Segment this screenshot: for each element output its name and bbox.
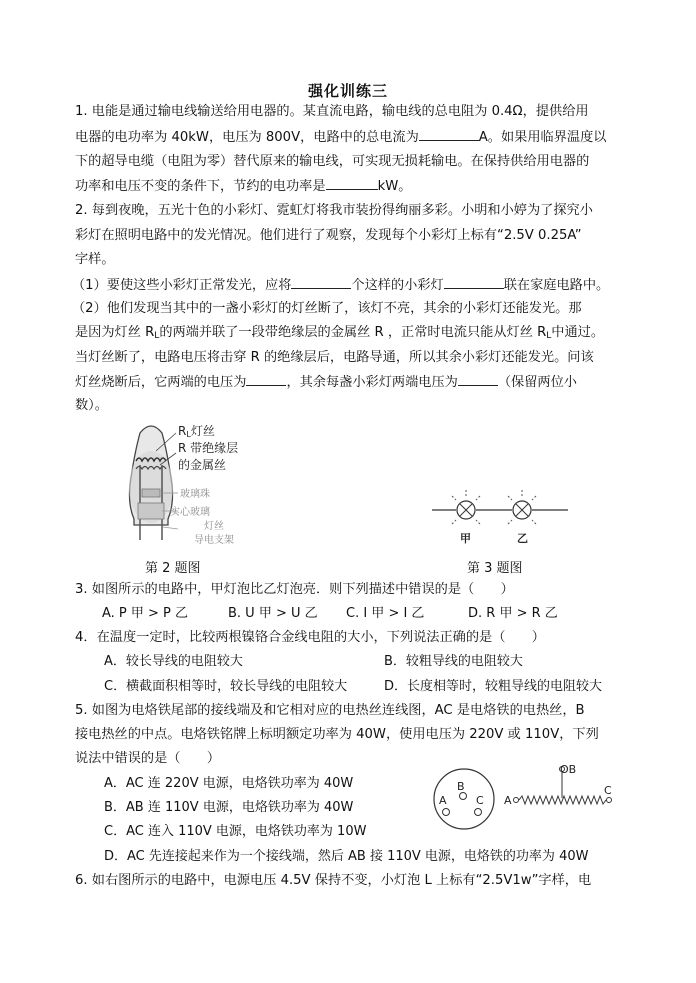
q1-line-4 bbox=[75, 175, 411, 198]
fig2-label-glass-bead: 玻璃珠 bbox=[180, 489, 210, 500]
fig2-label-insulated: R 带绝缘层 bbox=[178, 441, 239, 455]
subscript-l: L bbox=[154, 331, 160, 341]
q4-option-b[interactable]: B．较粗导线的电阻较大 bbox=[384, 654, 523, 669]
q2-line-2: 彩灯在照明电路中的发光情况。他们进行了观察，发现每个小彩灯上标有“2.5V 0.25A” bbox=[75, 228, 582, 243]
q4-option-d[interactable]: D．长度相等时，较粗导线的电阻较大 bbox=[384, 679, 603, 694]
fig2-lamp-diagram bbox=[110, 415, 270, 555]
q2-part-2-text-a: 是因为灯丝 R bbox=[75, 325, 155, 340]
fig2-label-support: 导电支架 bbox=[194, 535, 234, 546]
fig3-label-yi: 乙 bbox=[517, 532, 528, 545]
lamp-jia bbox=[452, 490, 480, 524]
subscript-l: L bbox=[546, 331, 552, 341]
q2-answer-blank-count[interactable] bbox=[291, 274, 351, 289]
q2-part-2-text-e: ，其余每盏小彩灯两端电压为 bbox=[286, 375, 458, 390]
q5-option-b[interactable]: B．AB 连 110V 电源，电烙铁功率为 40W bbox=[104, 800, 354, 815]
q2-part-2-text-b: 的两端并联了一段带绝缘层的金属丝 R ，正常时电流只能从灯丝 R bbox=[159, 325, 547, 340]
fig2-label-filament: RL灯丝 bbox=[178, 424, 215, 439]
q1-line-4-tail: kW。 bbox=[377, 179, 412, 194]
fig5-terminal-diagram bbox=[430, 764, 500, 834]
terminal-a-label: A bbox=[439, 794, 447, 807]
q2-answer-blank-connection[interactable] bbox=[444, 274, 504, 289]
fig3-label-jia: 甲 bbox=[460, 532, 471, 545]
q1-line-2-text: 电器的电功率为 40kW，电压为 800V，电路中的总电流为 bbox=[75, 130, 419, 145]
q2-line-3: 字样。 bbox=[75, 252, 115, 267]
q3-option-d[interactable]: D. R 甲 > R 乙 bbox=[468, 606, 558, 621]
q2-part-1-tail: 联在家庭电路中。 bbox=[503, 278, 610, 293]
q3-option-c[interactable]: C. I 甲 > I 乙 bbox=[346, 606, 425, 621]
fig3-caption: 第 3 题图 bbox=[467, 561, 523, 576]
terminal-b-label: B bbox=[457, 780, 465, 793]
lamp-yi bbox=[508, 490, 536, 524]
q3-option-a[interactable]: A. P 甲 > P 乙 bbox=[102, 606, 189, 621]
q2-part-2-text-c: 中通过。 bbox=[551, 325, 605, 340]
q5-option-a[interactable]: A．AC 连 220V 电源，电烙铁功率为 40W bbox=[104, 776, 354, 791]
solid-glass bbox=[138, 503, 164, 519]
q3-stem: 3. 如图所示的电路中，甲灯泡比乙灯泡亮．则下列描述中错误的是（ ） bbox=[75, 582, 514, 597]
q1-line-1: 1. 电能是通过输电线输送给用电器的。某直流电路，输电线的总电阻为 0.4Ω，提供给用 bbox=[75, 104, 589, 119]
q2-part-2-line-3: 当灯丝断了，电路电压将击穿 R 的绝缘层后，电路导通，所以其余小彩灯还能发光。问该 bbox=[75, 350, 594, 365]
q6-line-1: 6. 如右图所示的电路中，电源电压 4.5V 保持不变，小灯泡 L 上标有“2.5V1w”字样，电 bbox=[75, 873, 592, 888]
fig2-label-metal-wire: 的金属丝 bbox=[178, 458, 227, 472]
q5-line-2: 接电热丝的中点。电烙铁铭牌上标明额定功率为 40W，使用电压为 220V 或 110V，下列 bbox=[75, 727, 599, 742]
page-title: 强化训练三 bbox=[307, 82, 388, 100]
wire-ob-label: OB bbox=[560, 763, 577, 776]
q2-part-2-line-4 bbox=[75, 371, 577, 394]
q4-stem: 4．在温度一定时，比较两根镍铬合金线电阻的大小，下列说法正确的是（ ） bbox=[75, 630, 545, 645]
q1-answer-blank-current[interactable] bbox=[419, 126, 479, 141]
fig5-heating-wire-diagram bbox=[500, 762, 624, 824]
q1-line-4-text: 功率和电压不变的条件下，节约的电功率是 bbox=[75, 179, 326, 194]
q5-line-1: 5. 如图为电烙铁尾部的接线端及和它相对应的电热丝连线图，AC 是电烙铁的电热丝，B bbox=[75, 703, 585, 718]
q4-option-a[interactable]: A．较长导线的电阻较大 bbox=[104, 654, 243, 669]
q2-part-1-text: （1）要使这些小彩灯正常发光，应将 bbox=[72, 278, 292, 293]
q2-answer-blank-voltage-broken[interactable] bbox=[246, 371, 286, 386]
q5-line-3: 说法中错误的是（ ） bbox=[75, 751, 221, 766]
q2-part-2-text-d: 灯丝烧断后，它两端的电压为 bbox=[75, 375, 247, 390]
q5-option-d[interactable]: D．AC 先连接起来作为一个接线端，然后 AB 接 110V 电源，电烙铁的功率为 40W bbox=[104, 849, 589, 864]
q3-option-b[interactable]: B. U 甲 > U 乙 bbox=[228, 606, 318, 621]
q2-answer-blank-voltage-others[interactable] bbox=[458, 371, 498, 386]
glass-bead bbox=[142, 489, 160, 497]
terminal-c-label: C bbox=[476, 794, 484, 807]
wire-c-label: C bbox=[604, 784, 612, 797]
fig3-lamps-diagram bbox=[428, 488, 580, 546]
q1-answer-blank-power[interactable] bbox=[326, 175, 378, 190]
q1-line-2-tail: A。如果用临界温度以 bbox=[478, 130, 607, 145]
fig2-caption: 第 2 题图 bbox=[145, 561, 201, 576]
fig2-label-filament-small: 灯丝 bbox=[204, 521, 224, 532]
wire-a-label: A bbox=[504, 794, 512, 807]
q4-option-c[interactable]: C．横截面积相等时，较长导线的电阻较大 bbox=[104, 679, 348, 694]
q2-part-2-line-5: 数）。 bbox=[75, 398, 108, 413]
q2-line-1: 2. 每到夜晚，五光十色的小彩灯、霓虹灯将我市装扮得绚丽多彩。小明和小婷为了探究小 bbox=[75, 203, 593, 218]
q2-part-2-line-1: （2）他们发现当其中的一盏小彩灯的灯丝断了，该灯不亮，其余的小彩灯还能发光。那 bbox=[72, 301, 582, 316]
q2-part-2-text-f: （保留两位小 bbox=[497, 375, 577, 390]
q2-part-2-line-2 bbox=[75, 322, 604, 347]
q1-line-2 bbox=[75, 126, 607, 149]
q1-line-3: 下的超导电缆（电阻为零）替代原来的输电线，可实现无损耗输电。在保持供给用电器的 bbox=[75, 154, 590, 169]
q2-part-1 bbox=[72, 274, 609, 297]
q5-option-c[interactable]: C．AC 连入 110V 电源，电烙铁功率为 10W bbox=[104, 824, 367, 839]
fig2-label-solid-glass: 实心玻璃 bbox=[170, 507, 210, 518]
q2-part-1-mid: 个这样的小彩灯 bbox=[351, 278, 444, 293]
